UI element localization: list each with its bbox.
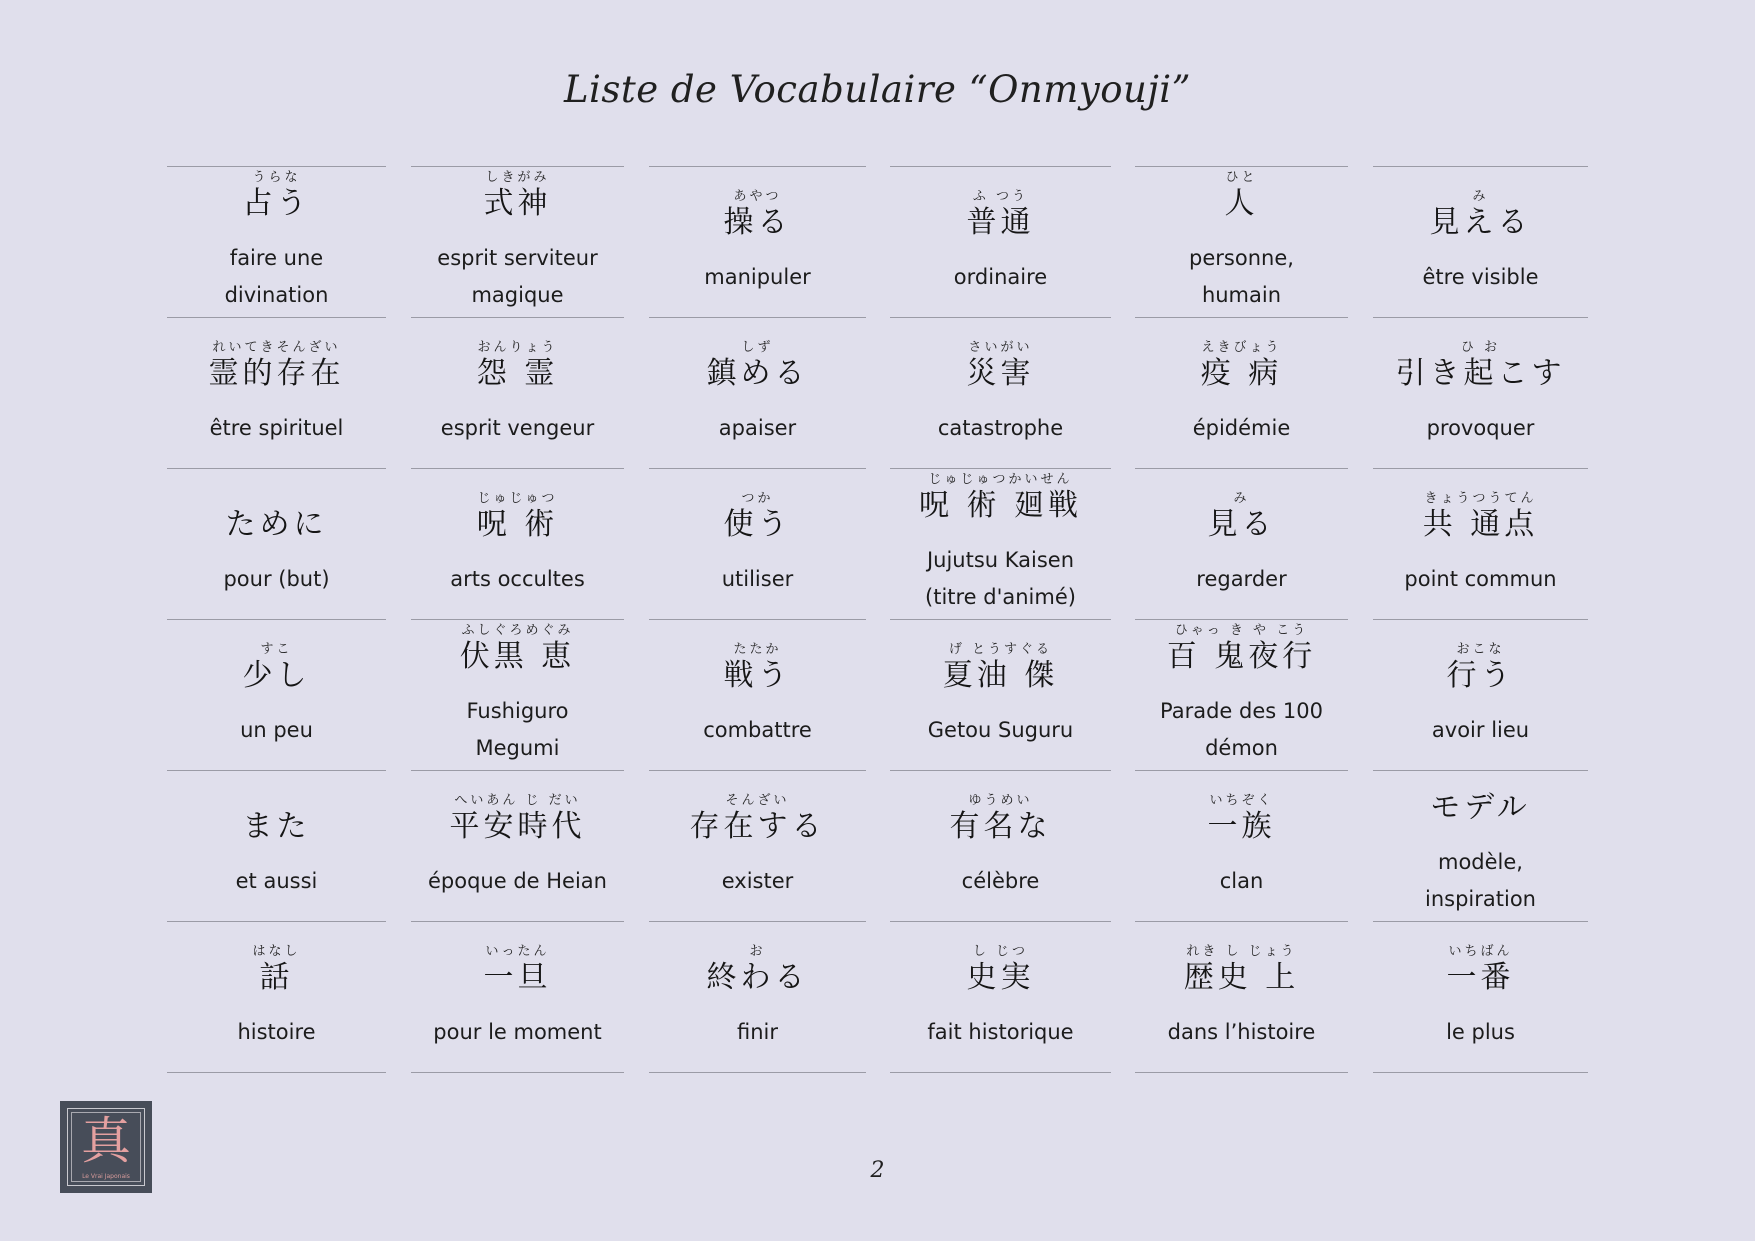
japanese-word: 引き起こす: [1395, 355, 1566, 391]
japanese-word: 歴史 上: [1183, 959, 1300, 995]
vocab-card: [1373, 469, 1588, 620]
furigana-reading: ひ お: [1460, 339, 1501, 355]
japanese-word: 呪 術: [476, 506, 559, 542]
furigana-reading: あやつ: [733, 188, 782, 204]
japanese-word: また: [242, 808, 311, 844]
french-meaning: faire une divination: [224, 246, 329, 307]
japanese-word: 占う: [242, 186, 311, 221]
furigana-reading: しず: [741, 339, 774, 355]
furigana-reading: れいてきそんざい: [212, 339, 341, 355]
vocab-card: [649, 167, 866, 318]
japanese-word: 災害: [966, 355, 1035, 391]
french-meaning: célèbre: [961, 868, 1040, 893]
french-meaning: apaiser: [718, 415, 797, 440]
japanese-word: ために: [225, 506, 328, 542]
vocab-column-3: [649, 166, 866, 1073]
japanese-word: 終わる: [706, 959, 809, 995]
japanese-word: 共 通点: [1422, 506, 1539, 542]
vocab-card: [167, 922, 386, 1073]
vocab-card: [411, 469, 624, 620]
furigana-reading: ひゃっ き や こう: [1174, 623, 1309, 638]
japanese-word: 普通: [966, 204, 1035, 240]
furigana-reading: ひと: [1225, 170, 1258, 185]
french-meaning: provoquer: [1426, 415, 1535, 440]
french-meaning: Getou Suguru: [927, 717, 1074, 742]
japanese-word: 霊的存在: [208, 355, 345, 391]
japanese-word: 見える: [1429, 204, 1532, 240]
vocab-card: [1135, 771, 1348, 922]
french-meaning: époque de Heian: [428, 868, 607, 893]
vocab-card: [1373, 771, 1588, 922]
logo-caption: Le Vrai Japonais: [82, 1173, 130, 1180]
french-meaning: point commun: [1404, 566, 1557, 591]
french-meaning: épidémie: [1192, 415, 1291, 440]
vocab-card: [649, 469, 866, 620]
french-meaning: pour (but): [223, 566, 330, 591]
vocab-card: [649, 771, 866, 922]
french-meaning: dans l’histoire: [1167, 1019, 1316, 1044]
vocab-card: [1135, 620, 1348, 771]
french-meaning: être spirituel: [209, 415, 344, 440]
japanese-word: 疫 病: [1200, 355, 1283, 391]
french-meaning: exister: [721, 868, 794, 893]
vocab-card: [649, 922, 866, 1073]
furigana-reading: そんざい: [725, 792, 790, 808]
furigana-reading: じゅじゅつ: [477, 490, 558, 506]
japanese-word: 有名な: [949, 808, 1052, 844]
vocab-column-2: [411, 166, 624, 1073]
japanese-word: 伏黒 恵: [459, 639, 576, 674]
japanese-word: モデル: [1430, 790, 1531, 825]
furigana-reading: はなし: [252, 943, 301, 959]
japanese-word: 存在する: [689, 808, 826, 844]
furigana-reading: うらな: [252, 170, 301, 185]
vocab-card: [411, 167, 624, 318]
vocab-card: [1373, 922, 1588, 1073]
french-meaning: fait historique: [927, 1019, 1074, 1044]
logo-kanji: 真: [81, 1112, 131, 1170]
japanese-word: 怨 霊: [476, 355, 559, 391]
french-meaning: utiliser: [721, 566, 794, 591]
french-meaning: Fushiguro Megumi: [466, 699, 569, 760]
vocab-card: [890, 469, 1111, 620]
vocab-card: [411, 922, 624, 1073]
furigana-reading: げ とうすぐる: [948, 641, 1053, 657]
vocab-card: [1135, 318, 1348, 469]
french-meaning: regarder: [1196, 566, 1287, 591]
furigana-reading: すこ: [260, 641, 293, 657]
furigana-reading: えきびょう: [1201, 339, 1282, 355]
vocab-column-5: [1135, 166, 1348, 1073]
japanese-word: 一族: [1207, 808, 1276, 844]
vocab-column-6: [1373, 166, 1588, 1073]
furigana-reading: し じつ: [972, 943, 1029, 959]
french-meaning: manipuler: [704, 264, 811, 289]
furigana-reading: いったん: [485, 943, 550, 959]
furigana-reading: み: [1472, 188, 1489, 204]
japanese-word: 百 鬼夜行: [1166, 639, 1317, 674]
vocab-card: [411, 318, 624, 469]
japanese-word: 話: [259, 959, 294, 995]
japanese-word: 見る: [1207, 506, 1276, 542]
french-meaning: catastrophe: [937, 415, 1064, 440]
page-number: 2: [870, 1158, 885, 1183]
french-meaning: esprit serviteur magique: [437, 246, 598, 307]
furigana-reading: おこな: [1456, 641, 1505, 657]
vocab-card: [890, 771, 1111, 922]
furigana-reading: たたか: [733, 641, 782, 657]
vocab-card: [1135, 922, 1348, 1073]
japanese-word: 一旦: [483, 959, 552, 995]
vocab-card: [167, 469, 386, 620]
furigana-reading: じゅじゅつかいせん: [928, 472, 1073, 487]
french-meaning: personne, humain: [1189, 246, 1294, 307]
furigana-reading: れき し じょう: [1186, 943, 1297, 959]
vocab-card: [167, 620, 386, 771]
vocab-card: [1373, 318, 1588, 469]
french-meaning: arts occultes: [450, 566, 585, 591]
furigana-reading: きょうつうてん: [1424, 490, 1537, 506]
french-meaning: avoir lieu: [1431, 717, 1530, 742]
japanese-word: 行う: [1446, 657, 1515, 693]
furigana-reading: つか: [741, 490, 774, 506]
furigana-reading: おんりょう: [477, 339, 558, 355]
japanese-word: 夏油 傑: [942, 657, 1059, 693]
page-title: Liste de Vocabulaire “Onmyouji”: [563, 68, 1192, 111]
vocab-card: [1373, 167, 1588, 318]
vocab-card: [1373, 620, 1588, 771]
furigana-reading: いちばん: [1448, 943, 1513, 959]
furigana-reading: しきがみ: [485, 170, 550, 185]
furigana-reading: ふ つう: [972, 188, 1029, 204]
vocab-column-4: [890, 166, 1111, 1073]
vocab-column-1: [167, 166, 386, 1073]
french-meaning: le plus: [1446, 1019, 1515, 1044]
french-meaning: finir: [736, 1019, 778, 1044]
vocab-card: [167, 318, 386, 469]
vocab-card: [649, 318, 866, 469]
japanese-word: 操る: [723, 204, 792, 240]
furigana-reading: いちぞく: [1209, 792, 1274, 808]
japanese-word: 使う: [723, 506, 792, 542]
french-meaning: esprit vengeur: [440, 415, 595, 440]
french-meaning: clan: [1219, 868, 1264, 893]
french-meaning: être visible: [1422, 264, 1539, 289]
french-meaning: modèle, inspiration: [1425, 850, 1536, 911]
french-meaning: combattre: [703, 717, 812, 742]
vocab-card: [890, 620, 1111, 771]
french-meaning: ordinaire: [953, 264, 1048, 289]
japanese-word: 式神: [483, 186, 552, 221]
japanese-word: 戦う: [723, 657, 792, 693]
japanese-word: 人: [1224, 186, 1259, 221]
japanese-word: 少し: [242, 657, 311, 693]
french-meaning: Jujutsu Kaisen (titre d'animé): [925, 548, 1076, 609]
furigana-reading: ふしぐろめぐみ: [461, 623, 574, 638]
furigana-reading: さいがい: [968, 339, 1033, 355]
french-meaning: Parade des 100 démon: [1160, 699, 1323, 760]
furigana-reading: へいあん じ だい: [454, 792, 581, 808]
vocab-card: [890, 318, 1111, 469]
vocab-card: [890, 167, 1111, 318]
japanese-word: 史実: [966, 959, 1035, 995]
french-meaning: histoire: [237, 1019, 316, 1044]
vocab-card: [167, 167, 386, 318]
furigana-reading: ゆうめい: [968, 792, 1033, 808]
vocab-card: [890, 922, 1111, 1073]
vocab-card: [1135, 167, 1348, 318]
japanese-word: 一番: [1446, 959, 1515, 995]
japanese-word: 平安時代: [449, 808, 586, 844]
vocab-card: [1135, 469, 1348, 620]
french-meaning: et aussi: [235, 868, 318, 893]
vocab-card: [649, 620, 866, 771]
japanese-word: 呪 術 廻戦: [918, 488, 1083, 523]
vocab-card: [411, 771, 624, 922]
vocab-card: [167, 771, 386, 922]
french-meaning: un peu: [240, 717, 313, 742]
vocab-card: [411, 620, 624, 771]
furigana-reading: お: [749, 943, 766, 959]
japanese-word: 鎮める: [706, 355, 809, 391]
french-meaning: pour le moment: [433, 1019, 602, 1044]
furigana-reading: み: [1233, 490, 1250, 506]
